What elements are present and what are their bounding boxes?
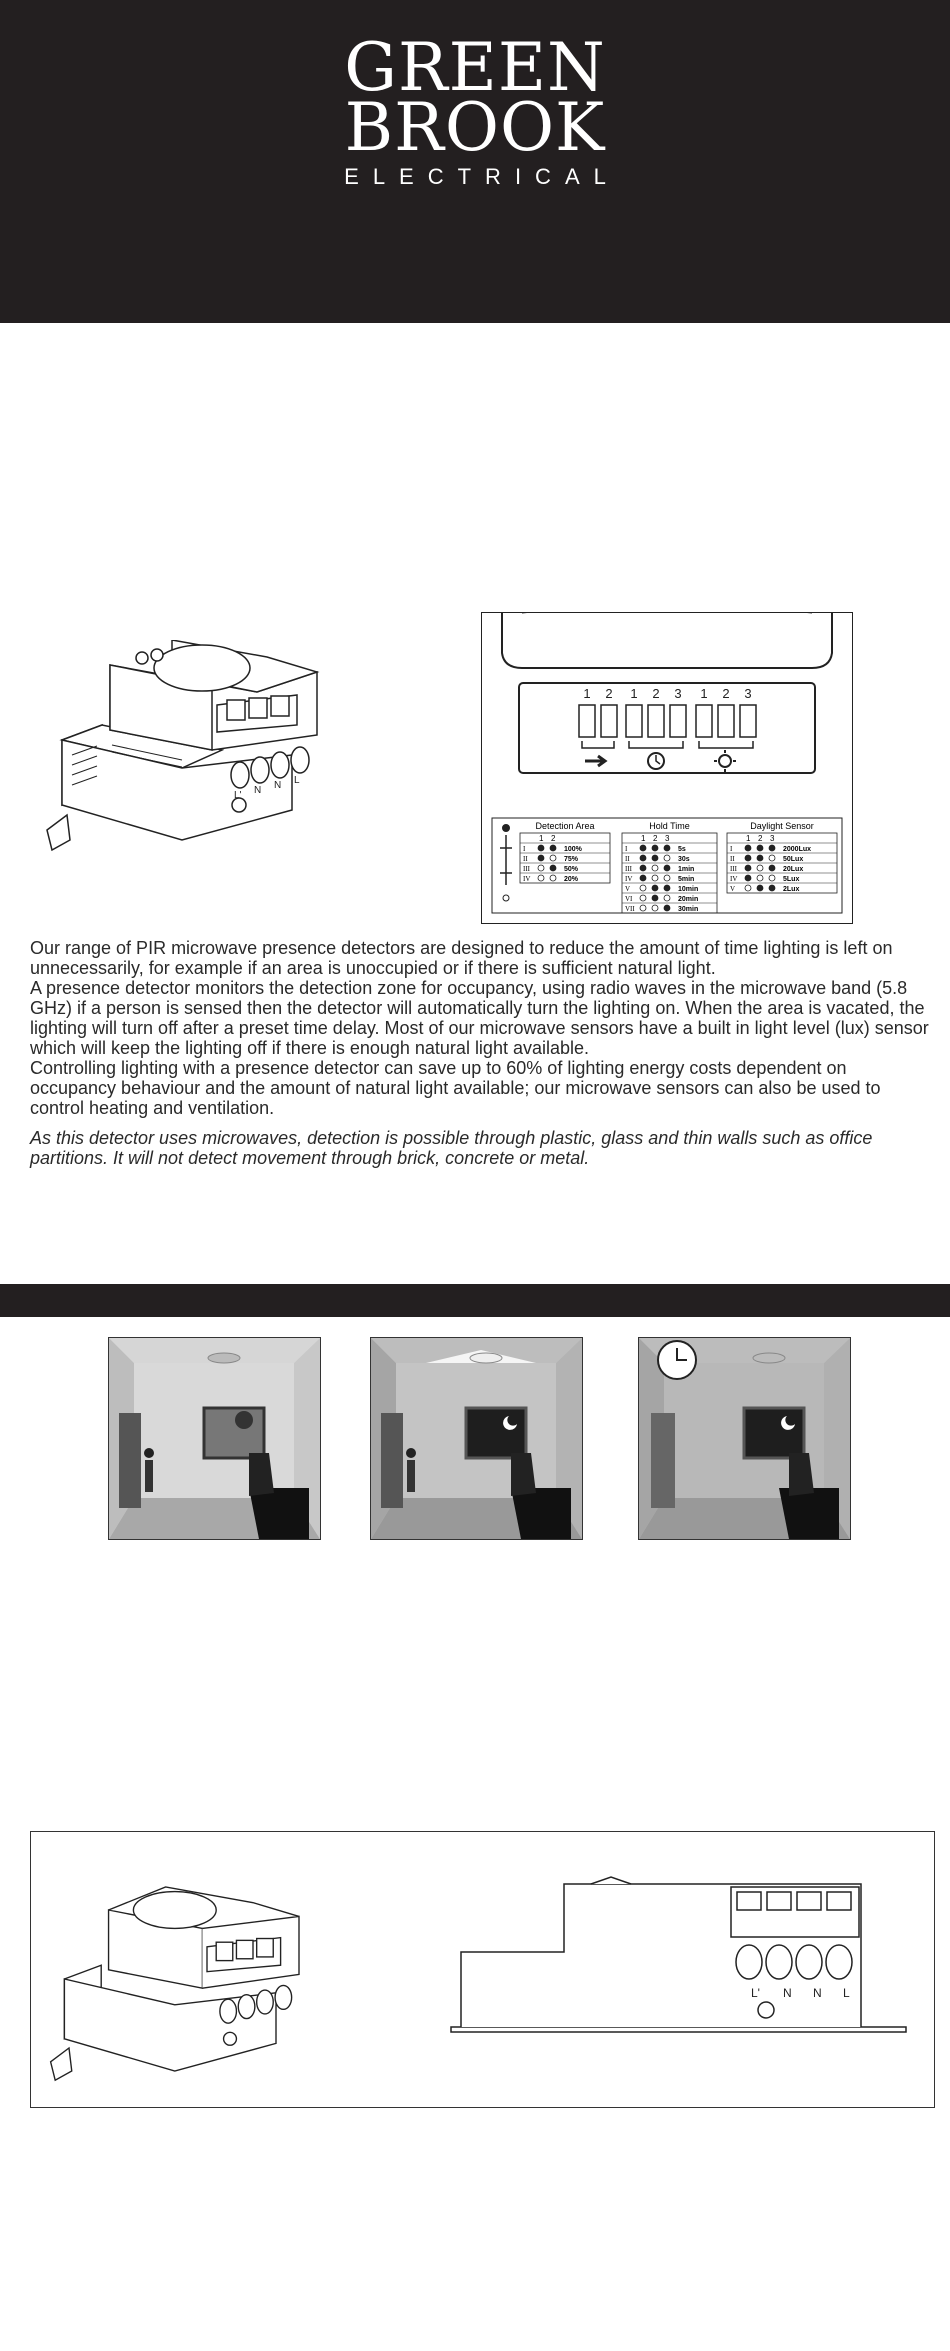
detection-col-header: 1 xyxy=(539,834,544,843)
hold-dip-dot xyxy=(640,905,646,911)
switch-number: 1 xyxy=(583,686,591,701)
description-paragraph-3: Controlling lighting with a presence detector can save up to 60% of lighting energy costs dependent on occupancy behaviour and the amount of natural light available; our microwave sensors can also be used to control heating and ventilation. xyxy=(30,1058,881,1118)
switch-number: 3 xyxy=(674,686,682,701)
view-terminal-4: L xyxy=(843,1986,850,2000)
hold-dip-dot xyxy=(652,855,658,861)
detection-dip-dot xyxy=(550,855,556,861)
daylight-dip-dot xyxy=(757,875,763,881)
switch-number: 1 xyxy=(630,686,638,701)
daylight-dip-dot xyxy=(757,855,763,861)
daylight-dip-dot xyxy=(745,845,751,851)
header-banner xyxy=(0,0,950,323)
hold-dip-dot xyxy=(652,905,658,911)
detection-col-header: 2 xyxy=(551,834,556,843)
daylight-dip-dot xyxy=(769,855,775,861)
hold-value: 5min xyxy=(678,876,695,883)
detection-title: Detection Area xyxy=(535,821,595,831)
detection-value: 20% xyxy=(564,876,579,883)
hold-dip-dot xyxy=(664,895,670,901)
detection-row-label: IV xyxy=(523,875,531,883)
hold-dip-dot xyxy=(664,875,670,881)
daylight-value: 20Lux xyxy=(783,866,804,873)
hold-dip-dot xyxy=(652,865,658,871)
hold-dip-dot xyxy=(664,885,670,891)
daylight-dip-dot xyxy=(769,845,775,851)
daylight-col-header: 2 xyxy=(758,834,763,843)
hold-row-label: IV xyxy=(625,875,633,883)
hold-dip-dot xyxy=(652,895,658,901)
daylight-row-label: IV xyxy=(730,875,738,883)
daylight-dip-dot xyxy=(769,885,775,891)
detection-row-label: I xyxy=(523,845,526,853)
daylight-dip-dot xyxy=(745,865,751,871)
detector-isometric-illustration xyxy=(42,640,442,890)
hold-col-header: 3 xyxy=(665,834,670,843)
daylight-dip-dot xyxy=(745,885,751,891)
hold-dip-dot xyxy=(640,875,646,881)
daylight-dip-dot xyxy=(769,865,775,871)
detector-views-illustration xyxy=(31,1832,934,2107)
hold-value: 30s xyxy=(678,856,690,863)
detection-range-icon xyxy=(500,824,512,901)
detection-row-label: II xyxy=(523,855,528,863)
scene-vacant-timeout xyxy=(638,1337,851,1540)
scene-occupied-night-light-on xyxy=(370,1337,583,1540)
detection-dip-dot xyxy=(538,855,544,861)
range-arrow-icon xyxy=(585,756,605,766)
daylight-dip-dot xyxy=(757,845,763,851)
daylight-col-header: 1 xyxy=(746,834,751,843)
switch-number: 2 xyxy=(652,686,660,701)
hold-dip-dot xyxy=(652,845,658,851)
hold-value: 10min xyxy=(678,886,699,893)
wall-clock-icon xyxy=(658,1341,696,1379)
description-paragraph-1: Our range of PIR microwave presence detectors are designed to reduce the amount of time lighting is left on unnecessarily, for example if an area is unoccupied or if there is sufficient natural light. xyxy=(30,938,893,978)
logo-line-3: ELECTRICAL xyxy=(344,164,620,189)
daylight-row-label: I xyxy=(730,845,733,853)
daylight-value: 50Lux xyxy=(783,856,804,863)
terminal-label-3: N xyxy=(274,780,282,791)
product-description xyxy=(30,938,930,1168)
hold-col-header: 2 xyxy=(653,834,658,843)
hold-value: 20min xyxy=(678,896,699,903)
terminal-label-1: L' xyxy=(234,790,242,801)
detection-value: 50% xyxy=(564,866,579,873)
logo-line-2: BROOK xyxy=(344,89,606,166)
detection-dip-dot xyxy=(538,875,544,881)
microwave-note: As this detector uses microwaves, detection is possible through plastic, glass and thin walls such as office partitions. It will not detect movement through brick, concrete or metal. xyxy=(30,1128,873,1168)
switch-number: 3 xyxy=(744,686,752,701)
switch-number: 1 xyxy=(700,686,708,701)
hold-dip-dot xyxy=(652,885,658,891)
daylight-value: 2Lux xyxy=(783,886,800,893)
detection-dip-dot xyxy=(550,845,556,851)
hold-value: 1min xyxy=(678,866,695,873)
view-terminal-2: N xyxy=(783,1986,792,2000)
view-terminal-1: L' xyxy=(751,1986,760,2000)
hold-dip-dot xyxy=(664,855,670,861)
hold-row-label: I xyxy=(625,845,628,853)
switch-number: 2 xyxy=(722,686,730,701)
clock-icon xyxy=(648,753,664,769)
hold-dip-dot xyxy=(664,865,670,871)
dip-switch-panel xyxy=(481,612,853,924)
scene-occupied-daylight xyxy=(108,1337,321,1540)
detection-dip-dot xyxy=(550,865,556,871)
daylight-row-label: V xyxy=(730,885,736,893)
hold-dip-dot xyxy=(640,885,646,891)
description-paragraph-2: A presence detector monitors the detection zone for occupancy, using radio waves in the microwave band (5.8 GHz) if a person is sensed then the detector will automatically turn the lighting on. When the area is vacated, the lighting will turn off after a preset time delay. Most of our microwave sensors have a built in light level (lux) sensor which will keep the lighting off if there is enough natural light available. xyxy=(30,978,929,1058)
brand-logo xyxy=(0,29,950,190)
detection-row-label: III xyxy=(523,865,530,873)
hold-value: 30min xyxy=(678,906,699,913)
product-views-box xyxy=(30,1831,935,2108)
hold-row-label: III xyxy=(625,865,632,873)
daylight-dip-dot xyxy=(757,865,763,871)
daylight-dip-dot xyxy=(745,875,751,881)
detection-dip-dot xyxy=(538,865,544,871)
switch-number: 2 xyxy=(605,686,613,701)
settings-diagram xyxy=(482,613,852,923)
hold-value: 5s xyxy=(678,846,686,853)
daylight-title: Daylight Sensor xyxy=(750,821,814,831)
daylight-dip-dot xyxy=(769,875,775,881)
hold-dip-dot xyxy=(652,875,658,881)
daylight-row-label: III xyxy=(730,865,737,873)
hold-dip-dot xyxy=(664,905,670,911)
daylight-value: 2000Lux xyxy=(783,846,812,853)
detection-dip-dot xyxy=(550,875,556,881)
hold-col-header: 1 xyxy=(641,834,646,843)
daylight-col-header: 3 xyxy=(770,834,775,843)
detection-dip-dot xyxy=(538,845,544,851)
daylight-dip-dot xyxy=(757,885,763,891)
hold-dip-dot xyxy=(640,895,646,901)
terminal-label-4: L xyxy=(294,775,300,786)
terminal-label-2: N xyxy=(254,785,262,796)
hold-dip-dot xyxy=(640,845,646,851)
detection-value: 75% xyxy=(564,856,579,863)
hold-title: Hold Time xyxy=(649,821,690,831)
hold-row-label: VI xyxy=(625,895,633,903)
daylight-dip-dot xyxy=(745,855,751,861)
detection-value: 100% xyxy=(564,846,582,853)
hold-row-label: V xyxy=(625,885,631,893)
view-terminal-3: N xyxy=(813,1986,822,2000)
hold-row-label: II xyxy=(625,855,630,863)
hold-row-label: VII xyxy=(625,905,635,913)
divider-band xyxy=(0,1284,950,1317)
daylight-sensor-icon xyxy=(714,750,736,772)
daylight-value: 5Lux xyxy=(783,876,800,883)
hold-dip-dot xyxy=(640,855,646,861)
daylight-row-label: II xyxy=(730,855,735,863)
hold-dip-dot xyxy=(640,865,646,871)
hold-dip-dot xyxy=(664,845,670,851)
logo-line-1: GREEN xyxy=(344,29,606,106)
